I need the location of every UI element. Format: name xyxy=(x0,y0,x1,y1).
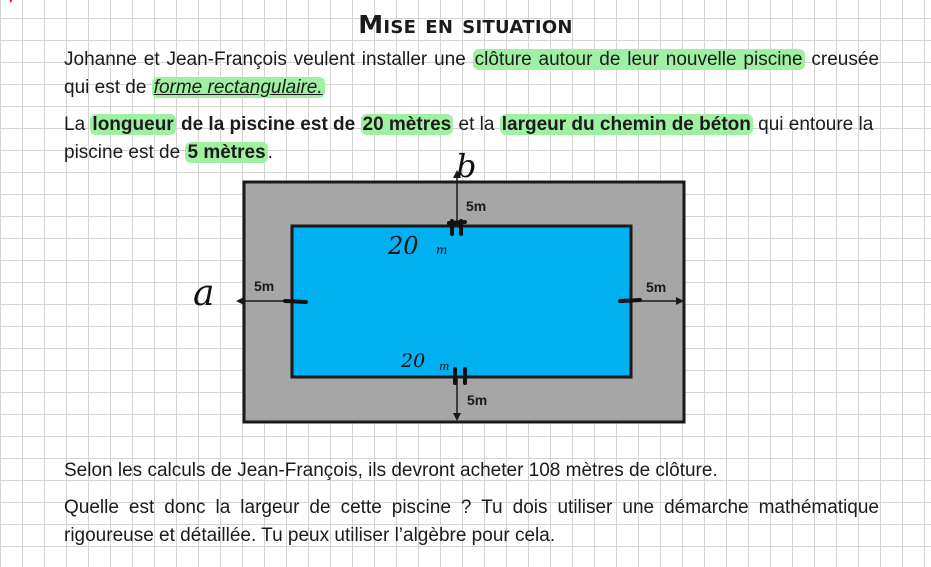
bottom-width-label: 5m xyxy=(467,392,488,408)
handwritten-bottom-unit: m xyxy=(439,360,450,373)
handwritten-top-length: 20 xyxy=(388,232,419,260)
highlight-5m: 5 mètres xyxy=(187,142,266,163)
intro-text: Johanne et Jean-François veulent installer une xyxy=(64,49,473,70)
pool xyxy=(292,226,631,377)
handwritten-a: a xyxy=(193,273,215,314)
handwritten-top-unit: m xyxy=(436,243,448,257)
data-text: La xyxy=(64,114,91,135)
data-bold-text: de la piscine est de xyxy=(175,114,361,135)
right-width-label: 5m xyxy=(646,279,667,295)
question-paragraph: Quelle est donc la largeur de cette piscine ? Tu dois utiliser une démarche mathématique rigoureuse et détaillée. Tu peux utiliser l’algèbre pour cela. xyxy=(64,497,879,546)
highlight-rectangular: forme rectangulaire. xyxy=(153,77,323,98)
left-width-label: 5m xyxy=(254,278,275,294)
data-text-4: . xyxy=(267,142,273,163)
highlight-fence: clôture autour de leur nouvelle piscine xyxy=(474,49,803,70)
page-title: Mise en situation xyxy=(358,10,573,39)
data-text-3: qui entoure la piscine est de xyxy=(64,114,874,163)
intro-text-2: creusée qui est de xyxy=(64,49,880,98)
top-width-label: 5m xyxy=(466,198,487,214)
calculation-statement: Selon les calculs de Jean-François, ils devront acheter 108 mètres de clôture. xyxy=(64,460,718,481)
handwritten-b: b xyxy=(456,147,477,185)
highlight-path-width: largeur du chemin de béton xyxy=(501,114,751,135)
highlight-20m: 20 mètres xyxy=(362,114,452,135)
data-text-2: et la xyxy=(453,114,500,135)
highlight-length: longueur xyxy=(92,114,174,135)
handwritten-bottom-length: 20 xyxy=(401,350,426,372)
